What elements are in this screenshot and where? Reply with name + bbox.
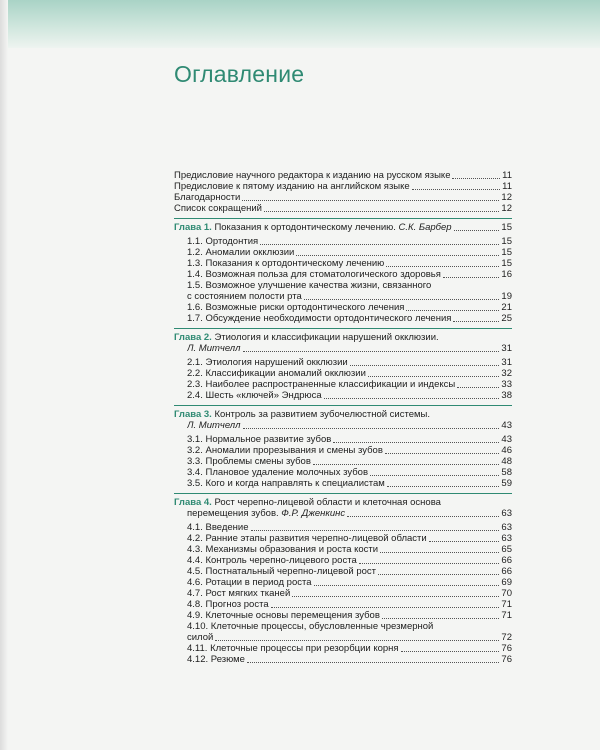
- toc-entry-page: 48: [501, 456, 512, 467]
- toc-entry-label: 1.6. Возможные риски ортодонтического лечения: [187, 302, 405, 313]
- toc-entry-label: 3.2. Аномалии прорезывания и смены зубов: [187, 445, 383, 456]
- leader-dots: [368, 376, 500, 377]
- toc-entry-label: 1.2. Аномалии окклюзии: [187, 247, 295, 258]
- toc-entry-label: 3.1. Нормальное развитие зубов: [187, 434, 332, 445]
- section-entry[interactable]: [174, 599, 512, 610]
- section-entry[interactable]: [174, 269, 512, 280]
- leader-dots: [350, 365, 500, 366]
- toc-entry-page: 66: [501, 555, 512, 566]
- toc-entry-label: 4.5. Постнатальный черепно-лицевой рост: [187, 566, 377, 577]
- leader-dots: [243, 351, 500, 352]
- section-entry[interactable]: [174, 390, 512, 401]
- toc-entry-page: 33: [501, 379, 512, 390]
- leader-dots: [443, 277, 500, 278]
- section-entry[interactable]: [174, 588, 512, 599]
- leader-dots: [242, 200, 499, 201]
- toc-entry-label: Благодарности: [174, 192, 241, 203]
- leader-dots: [314, 585, 500, 586]
- section-entry[interactable]: [174, 544, 512, 555]
- section-entry[interactable]: [174, 533, 512, 544]
- toc-entry-label: 2.1. Этиология нарушений окклюзии: [187, 357, 348, 368]
- toc-entry-label: 4.1. Введение: [187, 522, 249, 533]
- section-entry[interactable]: [174, 456, 512, 467]
- chapter-author: С.К. Барбер: [398, 222, 452, 233]
- toc-entry-label: с состоянием полости рта: [187, 291, 302, 302]
- leader-dots: [378, 574, 499, 575]
- toc-entry-page: 11: [502, 181, 512, 192]
- leader-dots: [412, 189, 500, 190]
- section-entry[interactable]: [174, 357, 512, 368]
- leader-dots: [304, 299, 500, 300]
- toc-entry-page: 59: [501, 478, 512, 489]
- toc-entry-page: 76: [501, 654, 512, 665]
- toc-entry-label: 3.3. Проблемы смены зубов: [187, 456, 311, 467]
- toc-entry-page: 12: [501, 192, 512, 203]
- chapter-block: [174, 493, 512, 665]
- toc-entry-label: 3.4. Плановое удаление молочных зубов: [187, 467, 369, 478]
- section-entry-cont[interactable]: [174, 291, 512, 302]
- chapter-page: 15: [501, 222, 512, 233]
- page-header-band: [0, 0, 600, 48]
- chapter-number: Глава 4.: [174, 497, 212, 508]
- section-entry[interactable]: 1.5. Возможное улучшение качества жизни, связанного: [187, 280, 432, 291]
- toc-entry-page: 65: [501, 544, 512, 555]
- chapter-page: 43: [501, 420, 512, 431]
- section-entry[interactable]: [174, 236, 512, 247]
- chapter-number: Глава 3.: [174, 409, 212, 420]
- leader-dots: [359, 563, 500, 564]
- toc-entry-label: 4.4. Контроль черепно-лицевого роста: [187, 555, 357, 566]
- front-matter-entry[interactable]: [174, 203, 512, 214]
- toc-entry-label: 4.2. Ранние этапы развития черепно-лицевой области: [187, 533, 427, 544]
- toc-entry-label: 3.5. Кого и когда направлять к специалистам: [187, 478, 385, 489]
- front-matter-entry[interactable]: [174, 181, 512, 192]
- leader-dots: [406, 310, 499, 311]
- section-entry[interactable]: [174, 467, 512, 478]
- toc-entry-label: 4.11. Клеточные процессы при резорбции корня: [187, 643, 399, 654]
- chapter-block: [174, 328, 512, 401]
- toc-entry-page: 15: [501, 247, 512, 258]
- chapter-title: Показания к ортодонтическому лечению.: [214, 222, 396, 233]
- toc-entry-page: 71: [501, 599, 512, 610]
- toc-entry-page: 21: [501, 302, 512, 313]
- chapter-number: Глава 2.: [174, 332, 212, 343]
- toc-entry-page: 69: [501, 577, 512, 588]
- chapter-heading[interactable]: [174, 332, 512, 343]
- toc-entry-label: 1.7. Обсуждение необходимости ортодонтического лечения: [187, 313, 452, 324]
- chapter-heading[interactable]: [174, 497, 512, 508]
- chapter-heading[interactable]: [174, 222, 512, 233]
- toc-entry-page: 76: [501, 643, 512, 654]
- toc-entry-page: 63: [501, 522, 512, 533]
- leader-dots: [386, 266, 499, 267]
- chapter-heading-text: [174, 222, 452, 233]
- toc-entry-label: 4.3. Механизмы образования и роста кости: [187, 544, 379, 555]
- leader-dots: [370, 475, 499, 476]
- leader-dots: [271, 607, 500, 608]
- leader-dots: [454, 230, 500, 231]
- section-entry[interactable]: [174, 478, 512, 489]
- section-entry[interactable]: [174, 313, 512, 324]
- section-entry[interactable]: [174, 522, 512, 533]
- toc-entry-label: 4.6. Ротации в период роста: [187, 577, 312, 588]
- leader-dots: [264, 211, 499, 212]
- leader-dots: [429, 541, 500, 542]
- section-entry[interactable]: 4.10. Клеточные процессы, обусловленные чрезмерной: [187, 621, 434, 632]
- toc-entry-page: 11: [502, 170, 512, 181]
- chapter-title: Этиология и классификации нарушений окклюзии.: [214, 332, 439, 343]
- section-entry[interactable]: [174, 434, 512, 445]
- section-entry[interactable]: [174, 610, 512, 621]
- toc-entry-label: 1.4. Возможная польза для стоматологического здоровья: [187, 269, 441, 280]
- chapter-author-line[interactable]: [174, 343, 512, 354]
- toc-entry-page: 63: [501, 533, 512, 544]
- section-entry[interactable]: [174, 577, 512, 588]
- leader-dots: [251, 530, 500, 531]
- leader-dots: [453, 321, 499, 322]
- toc-entry-label: 4.8. Прогноз роста: [187, 599, 269, 610]
- leader-dots: [387, 486, 500, 487]
- chapter-author: Л. Митчелл: [187, 420, 241, 431]
- section-entry[interactable]: [174, 302, 512, 313]
- toc-entry-label: Предисловие к пятому изданию на английском языке: [174, 181, 410, 192]
- chapter-page: 31: [501, 343, 512, 354]
- toc-entry-label: Список сокращений: [174, 203, 262, 214]
- leader-dots: [333, 442, 499, 443]
- chapter-author: Л. Митчелл: [187, 343, 241, 354]
- toc-entry-page: 32: [501, 368, 512, 379]
- toc-entry-page: 72: [501, 632, 512, 643]
- leader-dots: [215, 640, 499, 641]
- leader-dots: [260, 244, 499, 245]
- leader-dots: [382, 618, 500, 619]
- toc-entry-label: 1.3. Показания к ортодонтическому лечению: [187, 258, 385, 269]
- leader-dots: [385, 453, 500, 454]
- leader-dots: [313, 464, 500, 465]
- toc-entry-page: 15: [501, 258, 512, 269]
- chapter-title-cont: [187, 508, 345, 519]
- section-entry[interactable]: [174, 258, 512, 269]
- leader-dots: [243, 428, 500, 429]
- leader-dots: [452, 178, 500, 179]
- toc-entry-label: 4.12. Резюме: [187, 654, 245, 665]
- toc-entry-label: силой: [187, 632, 214, 643]
- front-matter-entry[interactable]: [174, 192, 512, 203]
- section-entry[interactable]: [174, 643, 512, 654]
- toc-entry-page: 25: [501, 313, 512, 324]
- toc-entry-label: 2.4. Шесть «ключей» Эндрюса: [187, 390, 322, 401]
- leader-dots: [247, 662, 499, 663]
- toc-entry-page: 43: [501, 434, 512, 445]
- table-of-contents: [174, 170, 512, 665]
- chapter-author-line[interactable]: [174, 420, 512, 431]
- section-entry[interactable]: [174, 247, 512, 258]
- section-entry[interactable]: [174, 555, 512, 566]
- section-entry[interactable]: [174, 654, 512, 665]
- toc-entry-page: 16: [501, 269, 512, 280]
- section-entry[interactable]: [174, 368, 512, 379]
- leader-dots: [380, 552, 499, 553]
- toc-entry-page: 71: [501, 610, 512, 621]
- toc-entry-label: 4.7. Рост мягких тканей: [187, 588, 291, 599]
- toc-entry-page: 12: [501, 203, 512, 214]
- leader-dots: [401, 651, 500, 652]
- chapter-heading-cont[interactable]: [174, 508, 512, 519]
- section-entry-cont[interactable]: [174, 632, 512, 643]
- page-title: Оглавление: [174, 61, 305, 87]
- toc-entry-page: 15: [501, 236, 512, 247]
- toc-entry-page: 66: [501, 566, 512, 577]
- chapter-block: [174, 405, 512, 489]
- toc-entry-page: 19: [501, 291, 512, 302]
- toc-entry-label: Предисловие научного редактора к изданию на русском языке: [174, 170, 451, 181]
- toc-entry-page: 46: [501, 445, 512, 456]
- chapter-number: Глава 1.: [174, 222, 212, 233]
- chapter-heading[interactable]: [174, 409, 512, 420]
- page-binding-shadow: [0, 0, 8, 750]
- toc-entry-label: 2.2. Классификации аномалий окклюзии: [187, 368, 366, 379]
- leader-dots: [347, 516, 499, 517]
- leader-dots: [324, 398, 500, 399]
- toc-entry-label: 4.9. Клеточные основы перемещения зубов: [187, 610, 380, 621]
- toc-entry-page: 31: [501, 357, 512, 368]
- chapter-page: 63: [501, 508, 512, 519]
- toc-entry-label: 1.1. Ортодонтия: [187, 236, 259, 247]
- toc-entry-page: 70: [501, 588, 512, 599]
- section-entry[interactable]: [174, 445, 512, 456]
- chapter-block: [174, 218, 512, 324]
- leader-dots: [296, 255, 499, 256]
- toc-entry-page: 38: [501, 390, 512, 401]
- leader-dots: [457, 387, 499, 388]
- section-entry[interactable]: [174, 566, 512, 577]
- chapter-title: Контроль за развитием зубочелюстной системы.: [214, 409, 431, 420]
- toc-entry-page: 58: [501, 467, 512, 478]
- toc-entry-label: 2.3. Наиболее распространенные классификации и индексы: [187, 379, 456, 390]
- chapter-author: Ф.Р. Дженкинс: [281, 508, 346, 519]
- leader-dots: [292, 596, 499, 597]
- chapter-title: Рост черепно-лицевой области и клеточная основа: [214, 497, 441, 508]
- chapter-title-line2: перемещения зубов.: [187, 508, 279, 519]
- front-matter-entry[interactable]: [174, 170, 512, 181]
- section-entry[interactable]: [174, 379, 512, 390]
